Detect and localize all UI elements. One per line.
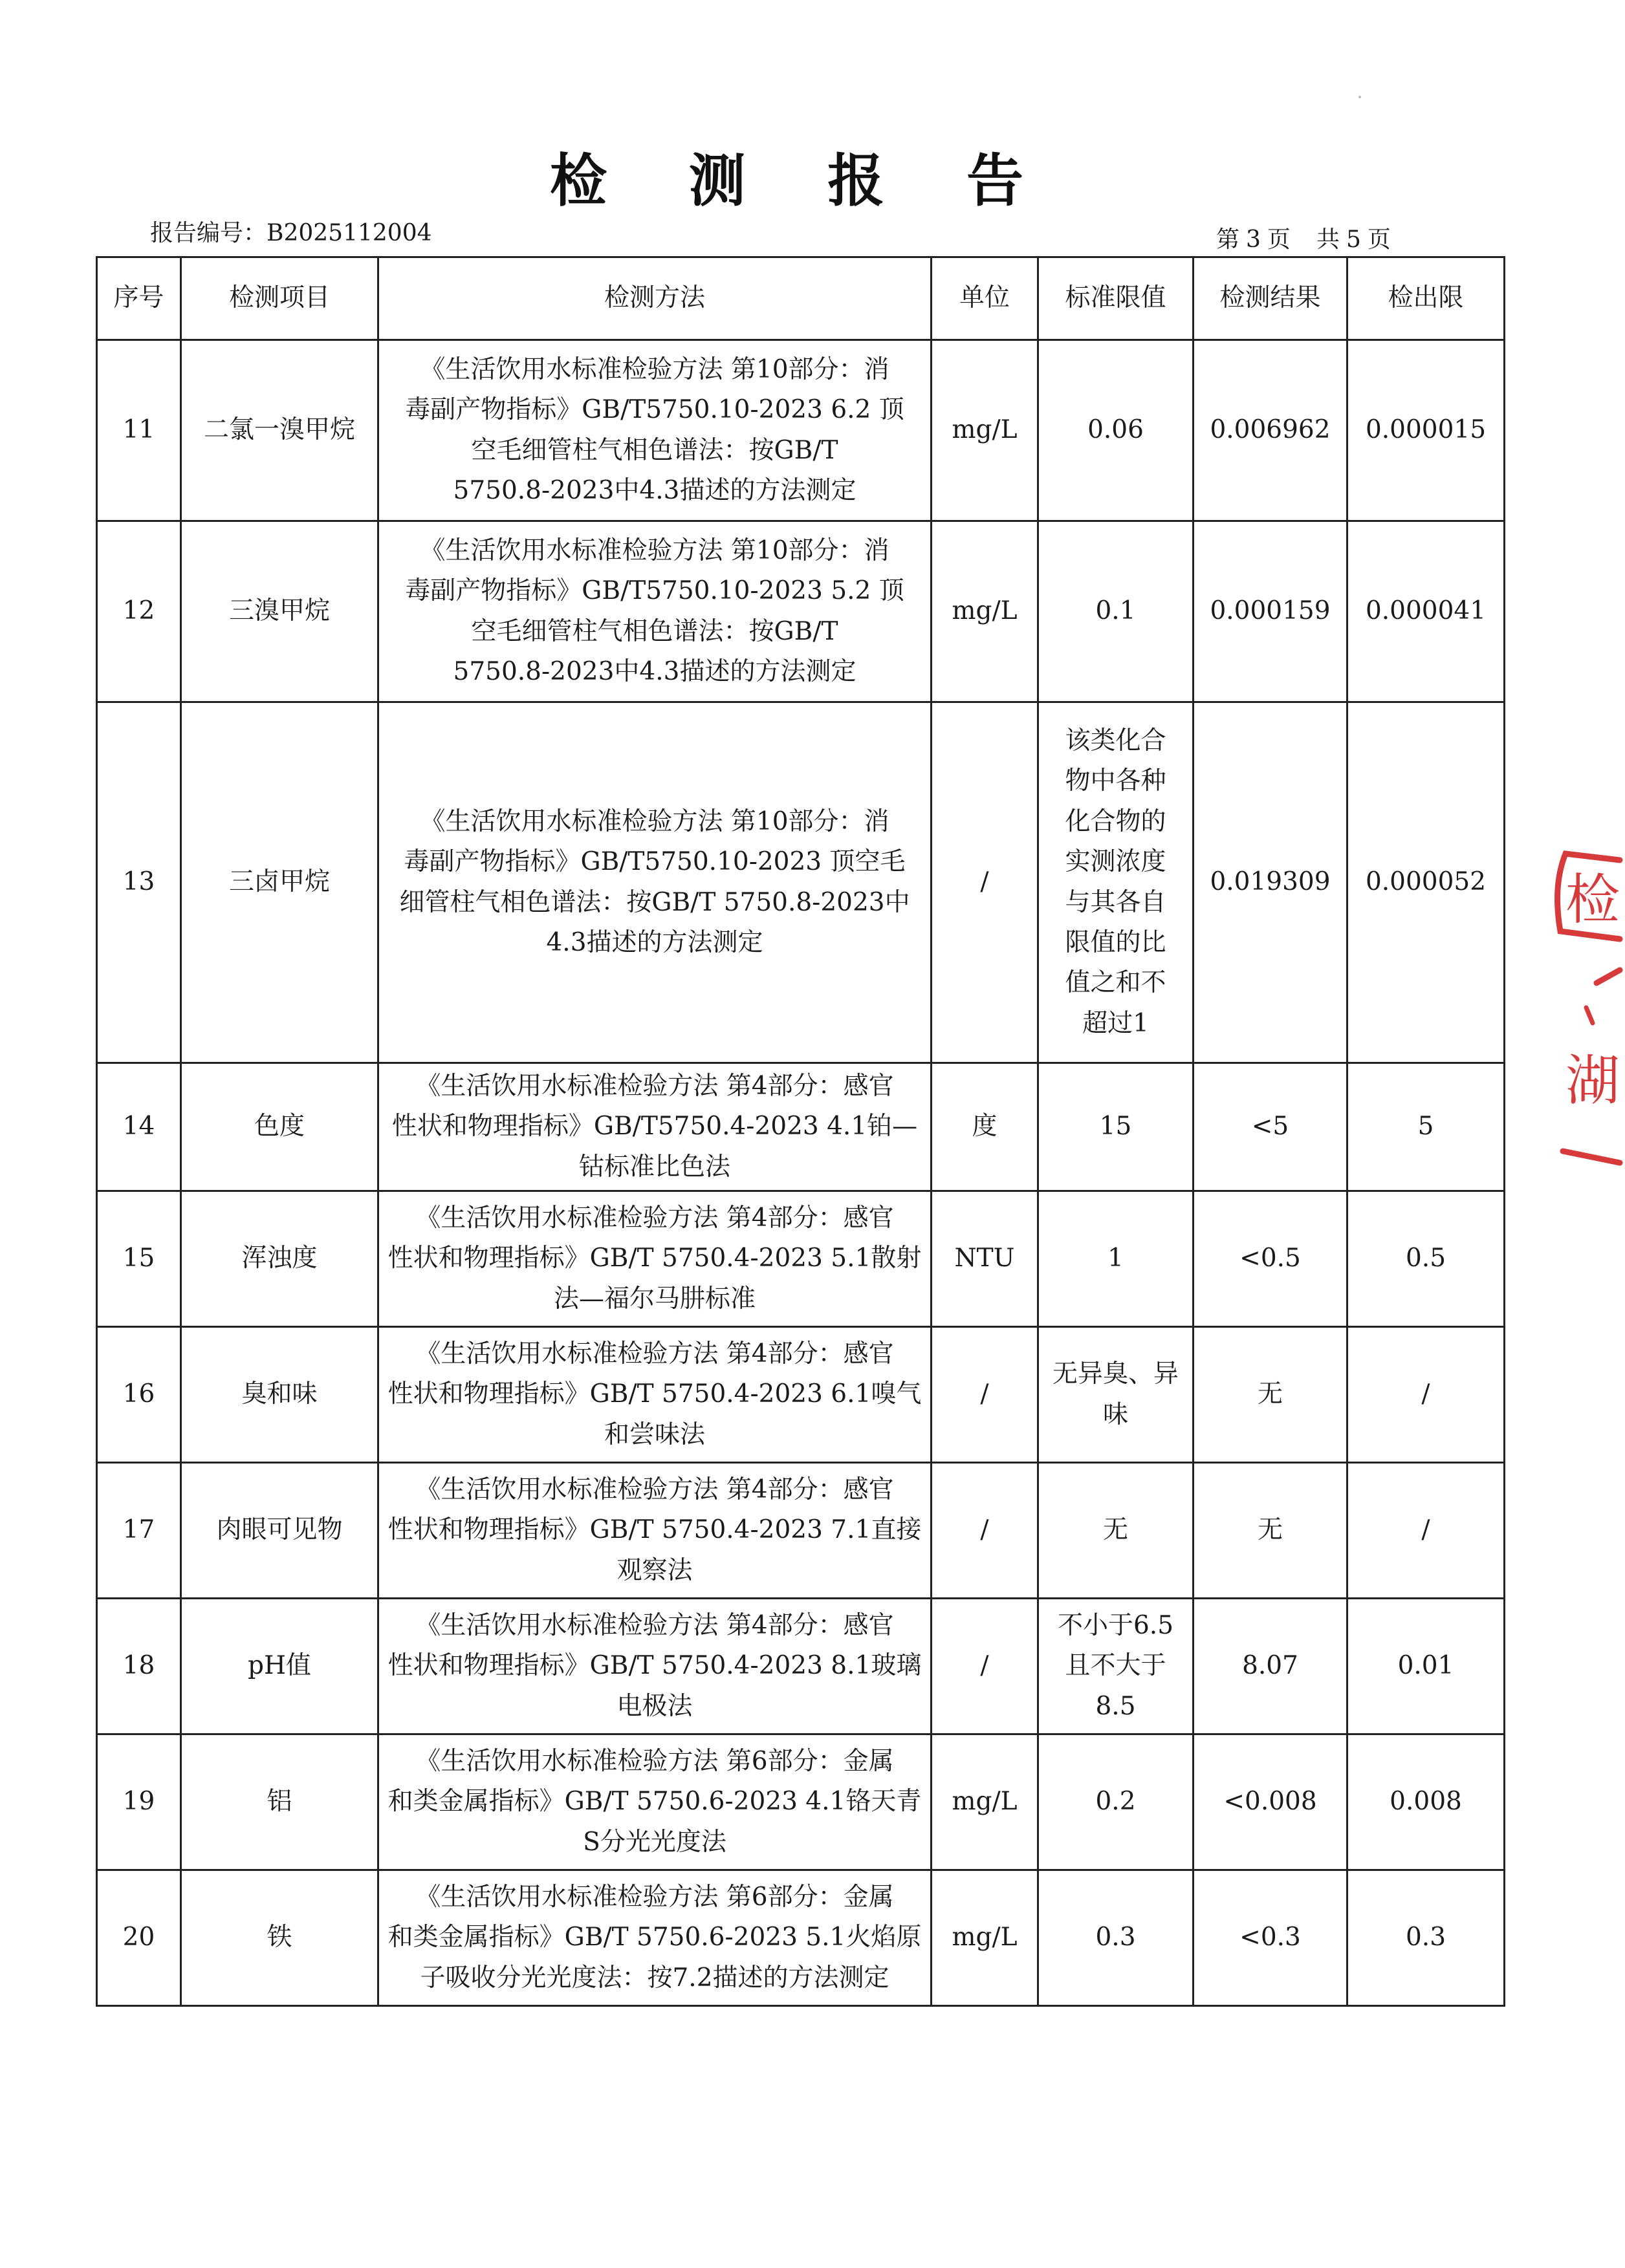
cell-method: [378, 1734, 932, 1870]
cell-unit: /: [932, 1327, 1038, 1463]
method-line: 《生活饮用水标准检验方法 第6部分：金属: [415, 1747, 894, 1777]
page-title: 检 测 报 告: [550, 147, 1054, 214]
table-row: [97, 1870, 1505, 2006]
cell-no: 17: [97, 1463, 181, 1599]
cell-item: 二氯一溴甲烷: [181, 340, 378, 521]
method-line: 性状和物理指标》GB/T5750.4-2023 4.1铂—: [391, 1112, 918, 1141]
cell-detection-limit: /: [1347, 1463, 1505, 1599]
cell-detection-limit: 5: [1347, 1063, 1505, 1191]
cell-detection-limit: 0.000041: [1347, 521, 1505, 702]
cell-unit: /: [932, 702, 1038, 1063]
cell-no: 11: [97, 340, 181, 521]
cell-result: 8.07: [1194, 1599, 1347, 1734]
method-line: 《生活饮用水标准检验方法 第10部分：消: [420, 354, 889, 384]
cell-method: [378, 1063, 932, 1191]
method-line: 和类金属指标》GB/T 5750.6-2023 5.1火焰原: [387, 1923, 922, 1952]
cell-detection-limit: 0.3: [1347, 1870, 1505, 2006]
cell-limit: [1038, 1463, 1194, 1599]
method-line: 《生活饮用水标准检验方法 第6部分：金属: [415, 1883, 894, 1912]
limit-line: 味: [1102, 1399, 1128, 1429]
cell-limit: [1038, 1870, 1194, 2006]
method-line: 细管柱气相色谱法：按GB/T 5750.8-2023中: [399, 887, 910, 917]
method-line: 和类金属指标》GB/T 5750.6-2023 4.1铬天青: [387, 1787, 922, 1817]
method-line: 毒副产物指标》GB/T5750.10-2023 顶空毛: [404, 847, 906, 877]
method-line: 性状和物理指标》GB/T 5750.4-2023 5.1散射: [387, 1244, 922, 1273]
limit-line: 8.5: [1095, 1691, 1136, 1721]
total-unit: 页: [1367, 226, 1391, 253]
limit-line: 与其各自: [1065, 887, 1166, 917]
method-line: 性状和物理指标》GB/T 5750.4-2023 7.1直接: [387, 1515, 922, 1545]
cell-detection-limit: 0.000015: [1347, 340, 1505, 521]
cell-no: 20: [97, 1870, 181, 2006]
header-item: 检测项目: [181, 257, 378, 340]
table-row: [97, 521, 1505, 702]
cell-no: 14: [97, 1063, 181, 1191]
table-header-row: [97, 257, 1505, 340]
cell-method: [378, 521, 932, 702]
method-line: 《生活饮用水标准检验方法 第4部分：感官: [415, 1475, 894, 1505]
cell-result: <0.3: [1194, 1870, 1347, 2006]
method-line: 毒副产物指标》GB/T5750.10-2023 5.2 顶: [405, 576, 904, 606]
cell-detection-limit: 0.000052: [1347, 702, 1505, 1063]
cell-detection-limit: /: [1347, 1327, 1505, 1463]
cell-detection-limit: 0.5: [1347, 1191, 1505, 1327]
cell-limit: [1038, 1599, 1194, 1734]
cell-unit: 度: [932, 1063, 1038, 1191]
table-row: [97, 1327, 1505, 1463]
cell-item: 色度: [181, 1063, 378, 1191]
cell-item: pH值: [181, 1599, 378, 1734]
seal-char-1: 检: [1565, 868, 1620, 931]
page-label: 第: [1216, 226, 1240, 253]
cell-detection-limit: 0.01: [1347, 1599, 1505, 1734]
results-table: [96, 256, 1505, 2007]
cell-item: 三溴甲烷: [181, 521, 378, 702]
method-line: 《生活饮用水标准检验方法 第4部分：感官: [415, 1204, 894, 1233]
cell-method: [378, 1191, 932, 1327]
cell-result: <0.008: [1194, 1734, 1347, 1870]
method-line: 《生活饮用水标准检验方法 第4部分：感官: [415, 1339, 894, 1369]
limit-line: 0.3: [1095, 1923, 1136, 1952]
page-total: 5: [1346, 226, 1361, 253]
limit-line: 实测浓度: [1065, 847, 1166, 877]
limit-line: 无: [1102, 1515, 1128, 1545]
method-line: 毒副产物指标》GB/T5750.10-2023 6.2 顶: [405, 395, 904, 425]
cell-method: [378, 1327, 932, 1463]
method-line: 性状和物理指标》GB/T 5750.4-2023 6.1嗅气: [387, 1379, 922, 1409]
cell-result: 0.019309: [1194, 702, 1347, 1063]
method-line: 电极法: [616, 1691, 693, 1721]
cell-no: 12: [97, 521, 181, 702]
method-line: 性状和物理指标》GB/T 5750.4-2023 8.1玻璃: [387, 1651, 922, 1681]
header-limit: 标准限值: [1038, 257, 1194, 340]
table-row: [97, 1063, 1505, 1191]
cell-method: [378, 702, 932, 1063]
cell-no: 19: [97, 1734, 181, 1870]
table-row: [97, 340, 1505, 521]
method-line: 和尝味法: [604, 1420, 705, 1449]
cell-unit: NTU: [932, 1191, 1038, 1327]
method-line: 子吸收分光光度法：按7.2描述的方法测定: [420, 1963, 889, 1993]
scan-speck: [1358, 96, 1361, 98]
cell-limit: [1038, 1063, 1194, 1191]
cell-item: 肉眼可见物: [181, 1463, 378, 1599]
header-result: 检测结果: [1194, 257, 1347, 340]
method-line: 4.3描述的方法测定: [546, 927, 763, 957]
cell-result: 无: [1194, 1463, 1347, 1599]
method-line: 法—福尔马肼标准: [553, 1284, 756, 1313]
limit-line: 不小于6.5: [1057, 1611, 1174, 1641]
cell-result: 无: [1194, 1327, 1347, 1463]
limit-line: 0.06: [1087, 415, 1144, 445]
cell-method: [378, 1599, 932, 1734]
method-line: 观察法: [616, 1555, 693, 1585]
red-seal-stamp: [1547, 841, 1625, 1177]
header-detection-limit: 检出限: [1347, 257, 1505, 340]
page-current: 3: [1246, 226, 1261, 253]
cell-item: 铝: [181, 1734, 378, 1870]
table-row: [97, 1463, 1505, 1599]
cell-result: <0.5: [1194, 1191, 1347, 1327]
cell-unit: mg/L: [932, 1870, 1038, 2006]
cell-no: 13: [97, 702, 181, 1063]
cell-method: [378, 1463, 932, 1599]
cell-item: 三卤甲烷: [181, 702, 378, 1063]
cell-unit: /: [932, 1463, 1038, 1599]
method-line: 《生活饮用水标准检验方法 第10部分：消: [420, 806, 889, 836]
method-line: 《生活饮用水标准检验方法 第10部分：消: [420, 535, 889, 565]
cell-method: [378, 340, 932, 521]
table-row: [97, 1191, 1505, 1327]
header-no: 序号: [97, 257, 181, 340]
cell-result: 0.006962: [1194, 340, 1347, 521]
method-line: 钴标准比色法: [578, 1152, 730, 1182]
cell-unit: mg/L: [932, 340, 1038, 521]
limit-line: 物中各种: [1065, 766, 1166, 796]
page-unit: 页: [1267, 226, 1291, 253]
table-row: [97, 1734, 1505, 1870]
cell-detection-limit: 0.008: [1347, 1734, 1505, 1870]
limit-line: 超过1: [1082, 1008, 1149, 1038]
table-row: [97, 1599, 1505, 1734]
method-line: 5750.8-2023中4.3描述的方法测定: [453, 475, 856, 505]
cell-limit: [1038, 521, 1194, 702]
cell-no: 16: [97, 1327, 181, 1463]
limit-line: 无异臭、异: [1052, 1359, 1179, 1389]
limit-line: 限值的比: [1065, 927, 1166, 957]
header-unit: 单位: [932, 257, 1038, 340]
limit-line: 0.1: [1095, 596, 1136, 626]
method-line: S分光光度法: [583, 1827, 726, 1857]
method-line: 5750.8-2023中4.3描述的方法测定: [453, 656, 856, 686]
limit-line: 15: [1099, 1112, 1132, 1141]
cell-no: 18: [97, 1599, 181, 1734]
cell-result: 0.000159: [1194, 521, 1347, 702]
cell-item: 铁: [181, 1870, 378, 2006]
cell-no: 15: [97, 1191, 181, 1327]
cell-limit: [1038, 1191, 1194, 1327]
table-row: [97, 702, 1505, 1063]
cell-limit: [1038, 1734, 1194, 1870]
cell-limit: [1038, 340, 1194, 521]
cell-limit: [1038, 1327, 1194, 1463]
method-line: 空毛细管柱气相色谱法：按GB/T: [471, 435, 838, 465]
seal-char-2: 湖: [1565, 1049, 1620, 1112]
limit-line: 1: [1107, 1244, 1124, 1273]
cell-method: [378, 1870, 932, 2006]
method-line: 《生活饮用水标准检验方法 第4部分：感官: [415, 1611, 894, 1641]
table-body: [97, 340, 1505, 2006]
limit-line: 且不大于: [1065, 1651, 1166, 1681]
method-line: 空毛细管柱气相色谱法：按GB/T: [471, 616, 838, 646]
cell-result: <5: [1194, 1063, 1347, 1191]
cell-unit: /: [932, 1599, 1038, 1734]
cell-unit: mg/L: [932, 1734, 1038, 1870]
cell-item: 浑浊度: [181, 1191, 378, 1327]
method-line: 《生活饮用水标准检验方法 第4部分：感官: [415, 1072, 894, 1101]
page-indicator: [1216, 221, 1397, 254]
limit-line: 化合物的: [1065, 806, 1166, 836]
limit-line: 值之和不: [1065, 968, 1166, 998]
cell-limit: [1038, 702, 1194, 1063]
limit-line: 该类化合: [1065, 726, 1166, 755]
total-label: 共: [1316, 226, 1340, 253]
limit-line: 0.2: [1095, 1787, 1136, 1817]
header-method: 检测方法: [378, 257, 932, 340]
cell-item: 臭和味: [181, 1327, 378, 1463]
report-number: 报告编号：B2025112004: [150, 220, 432, 246]
cell-unit: mg/L: [932, 521, 1038, 702]
